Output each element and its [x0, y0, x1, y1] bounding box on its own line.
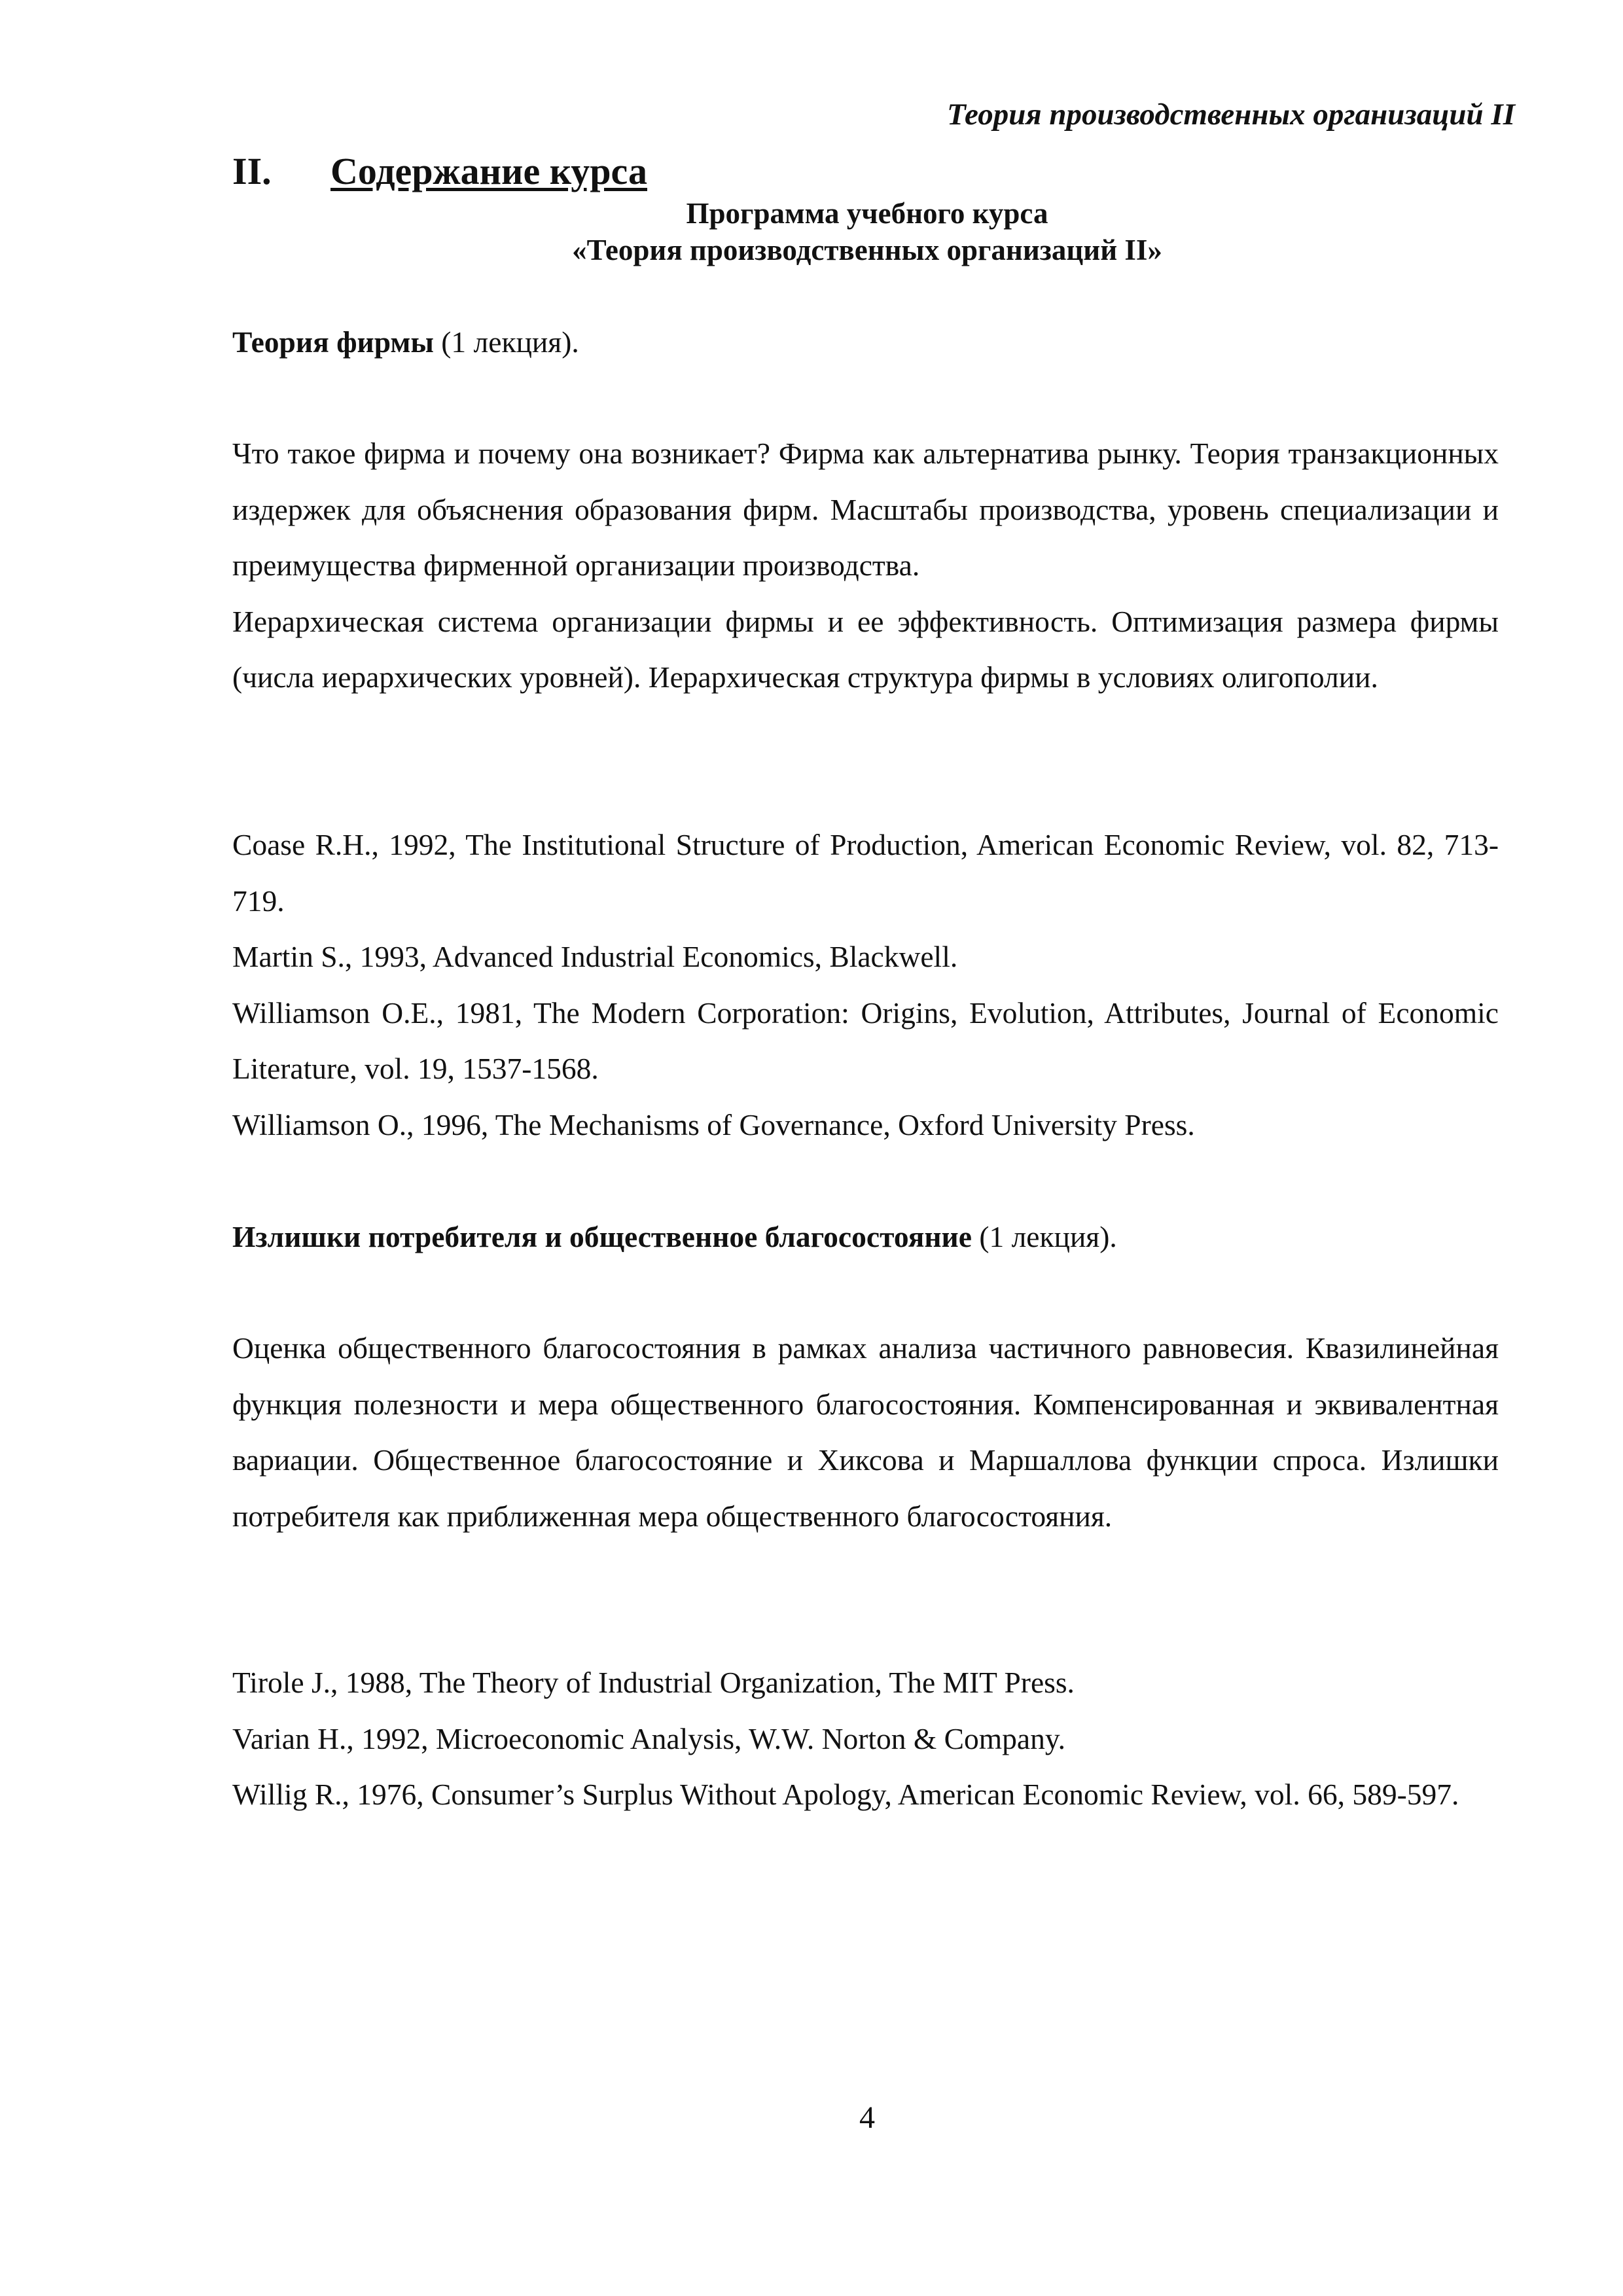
- paragraph: Что такое фирма и почему она возникает? Фирма как альтернатива рынку. Теория транзакционных издержек для объяснения образования фирм. Масштабы производства, уровень специализации и преимущества фирменной организации производства.: [232, 437, 1499, 582]
- paragraph: Оценка общественного благосостояния в рамках анализа частичного равновесия. Квазилинейная функция полезности и мера общественного благосостояния. Компенсированная и эквивалентная вариации. Общественное благосостояние и Хиксова и Маршаллова функции спроса. Излишки потребителя как приближенная мера общественного благосостояния.: [232, 1331, 1499, 1533]
- reference-item: Williamson O., 1996, The Mechanisms of Governance, Oxford University Press.: [232, 1107, 1195, 1141]
- running-header: Теория производственных организаций II: [947, 98, 1515, 132]
- topic-heading-1: [232, 314, 1499, 370]
- topic-title: Теория фирмы: [232, 325, 434, 359]
- reference-item: Willig R., 1976, Consumer’s Surplus Without Apology, American Economic Review, vol. 66, 589-597.: [232, 1778, 1459, 1811]
- program-title-line-2: «Теория производственных организаций II»: [572, 234, 1162, 266]
- section-heading: [232, 149, 647, 193]
- topic-1-description: [232, 425, 1499, 706]
- topic-title: Излишки потребителя и общественное благосостояние: [232, 1220, 972, 1253]
- topic-heading-2: [232, 1209, 1499, 1265]
- section-number: II.: [232, 150, 272, 192]
- section-title: Содержание курса: [330, 150, 647, 192]
- paragraph: Иерархическая система организации фирмы и ее эффективность. Оптимизация размера фирмы (числа иерархических уровней). Иерархическая структура фирмы в условиях олигополии.: [232, 604, 1499, 694]
- reference-item: Varian H., 1992, Microeconomic Analysis, W.W. Norton & Company.: [232, 1721, 1066, 1755]
- program-title-line-1: Программа учебного курса: [686, 197, 1048, 230]
- reference-item: Tirole J., 1988, The Theory of Industrial Organization, The MIT Press.: [232, 1666, 1075, 1699]
- page-number: 4: [859, 2100, 875, 2135]
- topic-2-description: [232, 1320, 1499, 1544]
- topic-1-references: [232, 817, 1499, 1153]
- topic-2-references: [232, 1655, 1499, 1823]
- reference-item: Coase R.H., 1992, The Institutional Structure of Production, American Economic Review, vol. 82, 713-719.: [232, 828, 1499, 918]
- topic-lectures: (1 лекция).: [979, 1220, 1117, 1253]
- topic-lectures: (1 лекция).: [441, 325, 579, 359]
- reference-item: Martin S., 1993, Advanced Industrial Economics, Blackwell.: [232, 940, 958, 973]
- program-title: [0, 195, 1623, 268]
- reference-item: Williamson O.E., 1981, The Modern Corporation: Origins, Evolution, Attributes, Journal of Economic Literature, vol. 19, 1537-1568.: [232, 996, 1499, 1085]
